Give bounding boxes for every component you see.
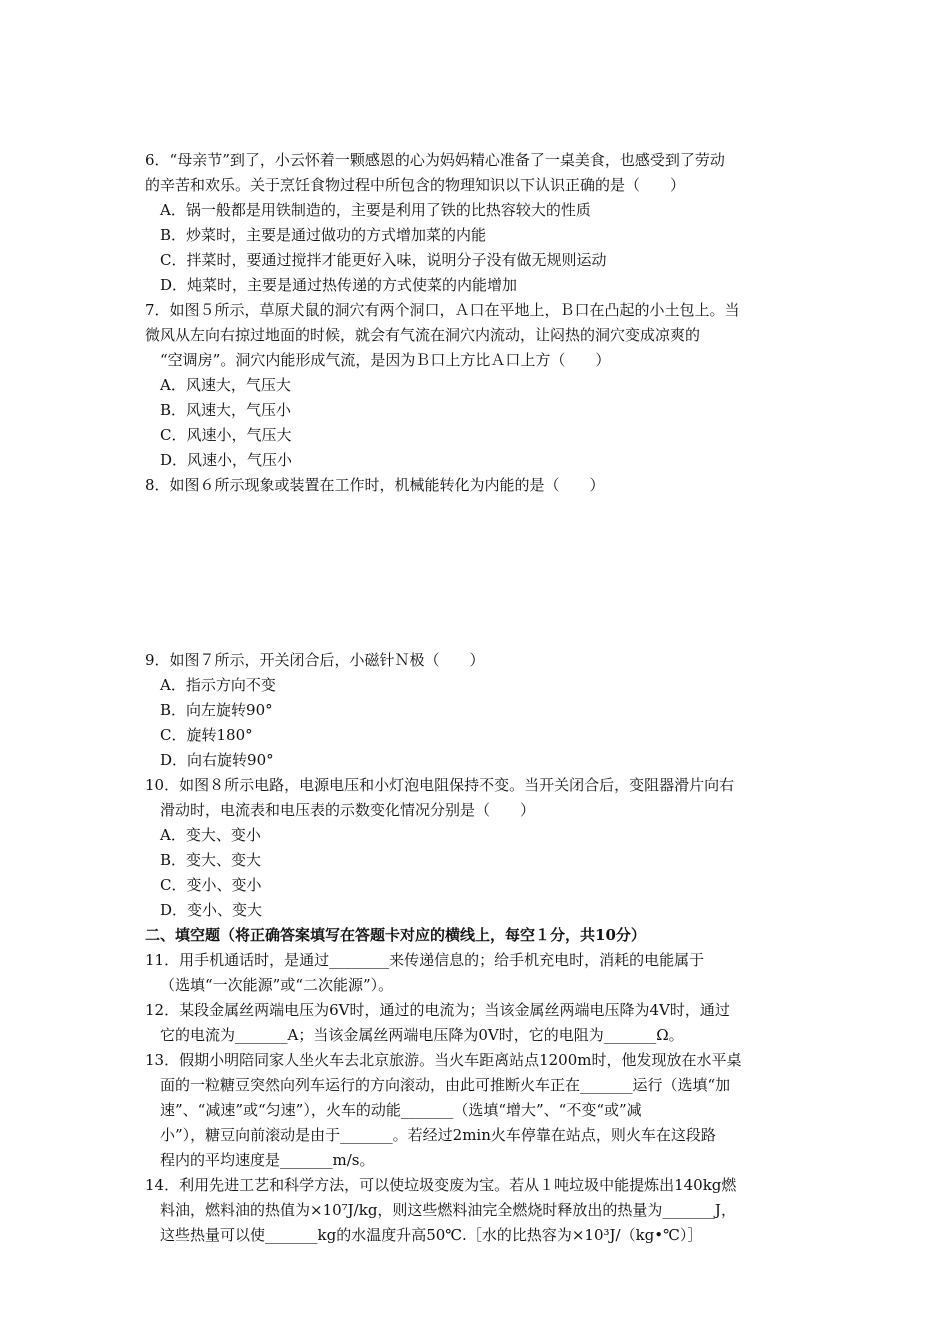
- q10-option-a: A．变大、变小: [160, 826, 261, 844]
- q9-option-c: C．旋转180°: [160, 726, 253, 744]
- q6-stem-line-1: 6．“母亲节”到了，小云怀着一颗感恩的心为妈妈精心准备了一桌美食，也感受到了劳动: [145, 151, 725, 169]
- q11-line-1: 11．用手机通话时，是通过________来传递信息的；给手机充电时，消耗的电能属于: [145, 951, 705, 969]
- section-2-heading: 二、填空题（将正确答案填写在答题卡对应的横线上，每空１分，共10分）: [145, 926, 646, 944]
- q9-stem-line-1: 9．如图７所示，开关闭合后，小磁针Ｎ极（ ）: [145, 651, 485, 669]
- q6-option-a: A．锅一般都是用铁制造的，主要是利用了铁的比热容较大的性质: [160, 201, 591, 219]
- q13-line-3: 速”、“减速”或“匀速”），火车的动能_______（选填“增大”、“不变“或”减: [160, 1101, 642, 1119]
- q6-option-d: D．炖菜时，主要是通过热传递的方式使菜的内能增加: [160, 276, 518, 294]
- q12-line-2: 它的电流为_______A；当该金属丝两端电压降为0V时，它的电阻为_______Ω。: [160, 1026, 684, 1044]
- q7-stem-line-1: 7．如图５所示，草原犬鼠的洞穴有两个洞口，Ａ口在平地上，Ｂ口在凸起的小土包上。当: [145, 301, 740, 319]
- q7-option-d: D．风速小，气压小: [160, 451, 293, 469]
- q14-line-2: 料油，燃料油的热值为×10⁷J/kg，则这些燃料油完全燃烧时释放出的热量为_______J，: [160, 1201, 736, 1219]
- q7-option-b: B．风速大，气压小: [160, 401, 292, 419]
- q7-option-a: A．风速大，气压大: [160, 376, 291, 394]
- q10-option-b: B．变大、变大: [160, 851, 262, 869]
- figure-6-blank-area: [145, 478, 805, 618]
- q9-option-d: D．向右旋转90°: [160, 751, 274, 769]
- q11-line-2: （选填“一次能源”或“二次能源”）。: [160, 976, 394, 994]
- q9-option-a: A．指示方向不变: [160, 676, 276, 694]
- q10-option-d: D．变小、变大: [160, 901, 263, 919]
- q7-stem-line-3: “空调房”。洞穴内能形成气流，是因为Ｂ口上方比Ａ口上方（ ）: [160, 351, 611, 369]
- q13-line-2: 面的一粒糖豆突然向列车运行的方向滚动，由此可推断火车正在_______运行（选填“加: [160, 1076, 731, 1094]
- q6-stem-line-2: 的辛苦和欢乐。关于烹饪食物过程中所包含的物理知识以下认识正确的是（ ）: [145, 176, 686, 194]
- q6-option-c: C．拌菜时，要通过搅拌才能更好入味，说明分子没有做无规则运动: [160, 251, 607, 269]
- q14-line-3: 这些热量可以使_______kg的水温度升高50℃.［水的比热容为×10³J/（kg•℃）］: [160, 1226, 703, 1244]
- q10-option-c: C．变小、变小: [160, 876, 262, 894]
- q12-line-1: 12．某段金属丝两端电压为6V时，通过的电流为；当该金属丝两端电压降为4V时，通过: [145, 1001, 730, 1019]
- q14-line-1: 14．利用先进工艺和科学方法，可以使垃圾变废为宝。若从１吨垃圾中能提炼出140kg燃: [145, 1176, 737, 1194]
- q10-stem-line-1: 10．如图８所示电路，电源电压和小灯泡电阻保持不变。当开关闭合后，变阻器滑片向右: [145, 776, 735, 794]
- q13-line-1: 13．假期小明陪同家人坐火车去北京旅游。当火车距离站点1200m时，他发现放在水平桌: [145, 1051, 742, 1069]
- q9-option-b: B．向左旋转90°: [160, 701, 273, 719]
- q7-stem-line-2: 微风从左向右掠过地面的时候，就会有气流在洞穴内流动，让闷热的洞穴变成凉爽的: [145, 326, 701, 344]
- q13-line-5: 程内的平均速度是_______m/s。: [160, 1151, 375, 1169]
- q13-line-4: 小”），糖豆向前滚动是由于_______。若经过2min火车停靠在站点，则火车在这段路: [160, 1126, 716, 1144]
- q10-stem-line-2: 滑动时，电流表和电压表的示数变化情况分别是（ ）: [160, 801, 536, 819]
- q8-stem-line-1: 8．如图６所示现象或装置在工作时，机械能转化为内能的是（ ）: [145, 476, 605, 494]
- q7-option-c: C．风速小，气压大: [160, 426, 292, 444]
- q6-option-b: B．炒菜时，主要是通过做功的方式增加菜的内能: [160, 226, 487, 244]
